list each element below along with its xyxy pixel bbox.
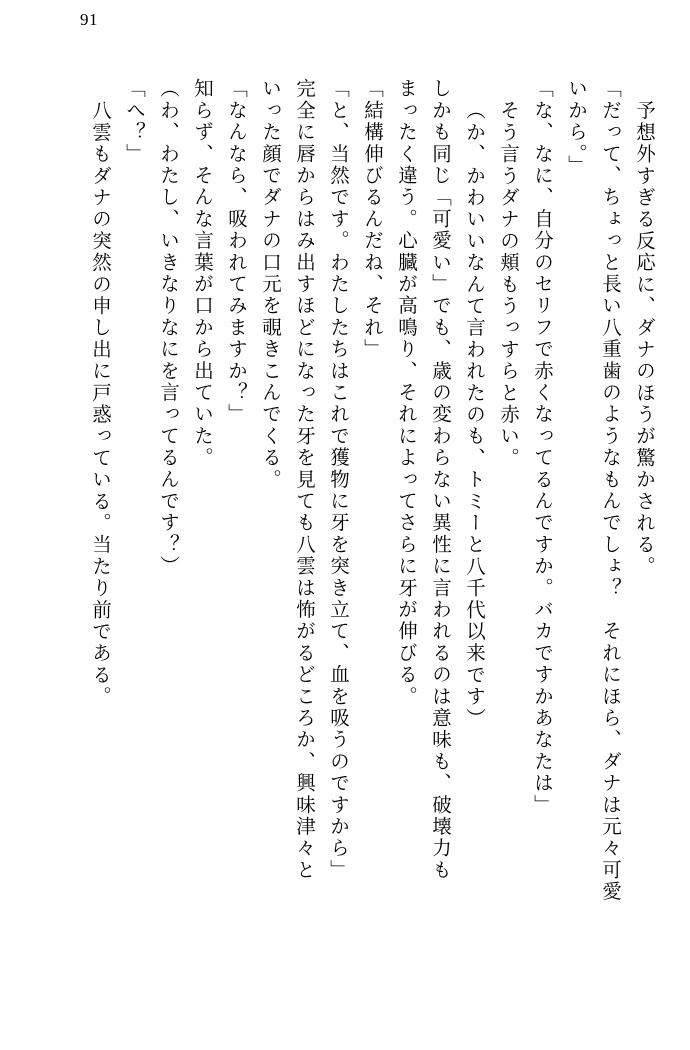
- text-line: 「だって、ちょっと長い八重歯のようなもんでしょ？ それにほら、ダナは元々可愛: [599, 78, 622, 903]
- page-number: 91: [80, 10, 98, 29]
- text-line: まったく違う。心臓が高鳴り、それによってさらに牙が伸びる。: [395, 78, 418, 708]
- vertical-text-body: [36, 78, 654, 1008]
- text-line: 知らず、そんな言葉が口から出ていた。: [191, 78, 214, 469]
- text-line: 「と、当然です。わたしたちはこれで獲物に牙を突き立て、血を吸うのですから」: [327, 78, 350, 881]
- text-line: （わ、わたし、いきなりなにを言ってるんです？）: [157, 78, 180, 578]
- text-line: 完全に唇からはみ出すほどになった牙を見ても八雲は怖がるどころか、興味津々と: [293, 78, 316, 881]
- text-line: （か、かわいいなんて言われたのも、トミーと八千代以来です）: [463, 100, 486, 730]
- text-line: 「な、なに、自分のセリフで赤くなってるんですか。バカですかあなたは」: [531, 78, 554, 816]
- text-line: 八雲もダナの突然の申し出に戸惑っている。当たり前である。: [89, 100, 112, 708]
- text-line: 「なんなら、吸われてみますか？」: [225, 78, 248, 426]
- text-line: 「結構伸びるんだね、それ」: [361, 78, 384, 361]
- text-line: いから。」: [565, 78, 588, 177]
- text-line: いった顔でダナの口元を覗きこんでくる。: [259, 78, 282, 491]
- text-line: 予想外すぎる反応に、ダナのほうが驚かされる。: [633, 100, 656, 578]
- text-line: 「へ？」: [123, 78, 146, 165]
- text-line: そう言うダナの頬もうっすらと赤い。: [497, 100, 520, 469]
- text-line: しかも同じ「可愛い」でも、歳の変わらない異性に言われるのは意味も、破壊力も: [429, 78, 452, 881]
